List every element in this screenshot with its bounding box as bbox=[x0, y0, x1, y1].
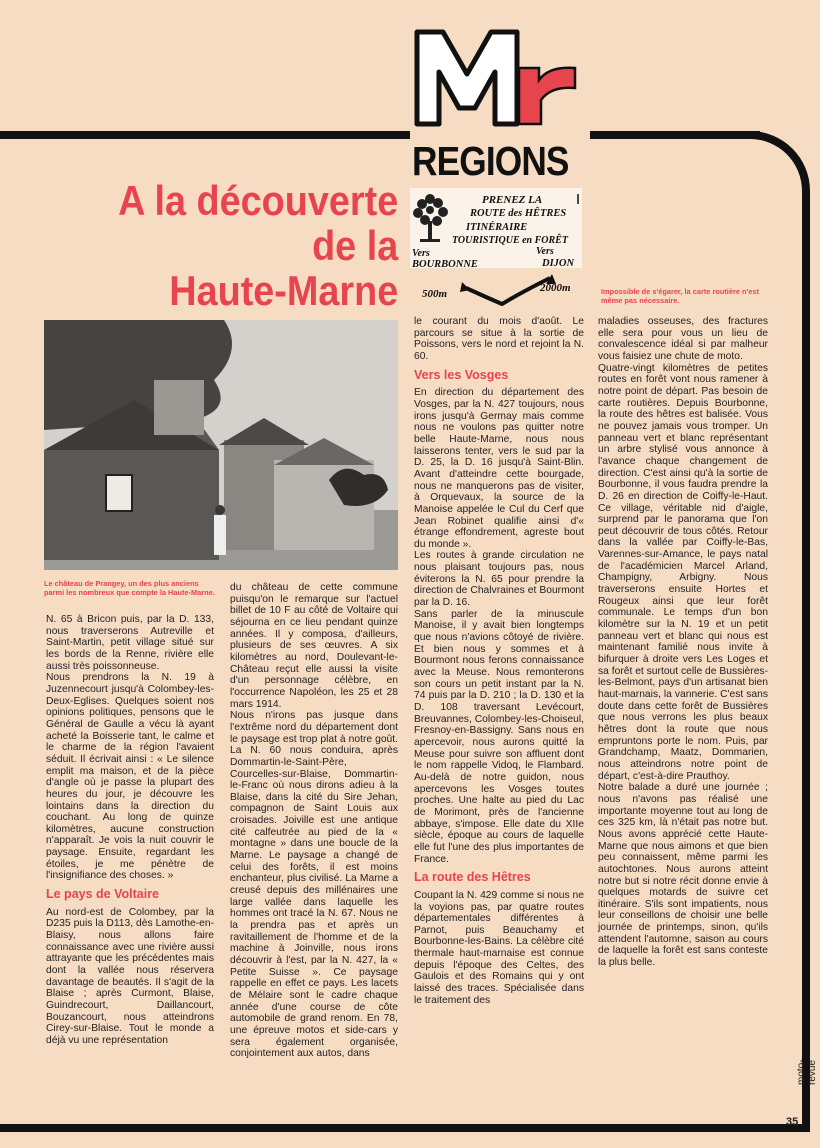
paragraph: En direction du département des Vosges, par la N. 427 toujours, nous irons jusqu'à Germay mais comme nous ne voulons pas quitter notre belle Haute-Marne, nous nous laisserons tenter, vers le sud par la D. 25, la D. 16 jusqu'à Saint-Blin. Avant d'atteindre cette bourgade, nous ne manquerons pas de visiter, à Orquevaux, la source de la Manoise appelée le Cul du Cerf que Jean Robinet qualifie ainsi d'« étrange effondrement, agreste bout du monde ». bbox=[414, 387, 584, 550]
sign-place-right: DIJON bbox=[542, 258, 575, 269]
paragraph: le courant du mois d'août. Le parcours se situe à la sortie de Poissons, vers le nord et rejoint la N. 60. bbox=[414, 316, 584, 362]
sign-vers-right: Vers bbox=[536, 246, 554, 257]
article-title-line-2: de la bbox=[311, 222, 398, 269]
frame-corner-arc bbox=[738, 131, 810, 203]
frame-line-bottom bbox=[0, 1124, 810, 1132]
section-title: REGIONS bbox=[412, 138, 569, 184]
article-title bbox=[118, 178, 398, 313]
paragraph: maladies osseuses, des fractures elle sera pour vous un lieu de convalescence idéal si par malheur vous faisiez une chute de moto. bbox=[598, 316, 768, 362]
article-column-1 bbox=[46, 614, 214, 1047]
frame-line-right bbox=[802, 195, 810, 1125]
chateau-illustration bbox=[44, 320, 398, 570]
sign-caption: Impossible de s'égarer, la carte routière n'est même pas nécessaire. bbox=[601, 287, 759, 305]
sign-line-3: ITINÉRAIRE bbox=[466, 222, 528, 233]
frame-line-top-left bbox=[0, 131, 410, 139]
chateau-photo bbox=[44, 320, 398, 570]
sign-distance-right: 2000m bbox=[540, 282, 571, 294]
photo-caption: Le château de Prangey, un des plus anciens parmi les nombreux que compte la Haute-Marne. bbox=[44, 579, 215, 597]
paragraph: Les routes à grande circulation ne nous plaisant toujours pas, nous éviterons la N. 65 pour prendre la direction de Chalvraines et Bourmont par la D. 16. bbox=[414, 550, 584, 609]
road-sign-image bbox=[410, 188, 582, 306]
frame-line-top-right bbox=[590, 131, 760, 139]
sign-line-4: TOURISTIQUE en FORÊT bbox=[452, 235, 568, 246]
sign-line-1: PRENEZ LA bbox=[482, 194, 543, 206]
mr-logo bbox=[413, 28, 583, 128]
sign-vers-left: Vers bbox=[412, 248, 430, 259]
paragraph: Coupant la N. 429 comme si nous ne la voyions pas, par quatre routes départementales différentes à Parnot, puis Beauchamy et Bourbonne-les-Bains. La célèbre cité thermale haut-marnaise est connue depuis l'époque des Celtes, des Gaulois et des Romains qui y ont laissé des traces. Spécialisée dans le traitement des bbox=[414, 889, 584, 1006]
subheading-vosges: Vers les Vosges bbox=[414, 367, 509, 382]
sign-place-left: BOURBONNE bbox=[412, 259, 478, 270]
subheading-voltaire: Le pays de Voltaire bbox=[46, 887, 160, 902]
paragraph: Sans parler de la minuscule Manoise, il y avait bien longtemps que nous n'avions côtoyé de rivière. Et bien nous y sommes et à Bourmont nous ferons connaissance avec la Meuse. Nous remonterons son cours un petit instant par la N. 74 puis par la D. 210 ; la D. 130 et la D. 108 traversant Levécourt, Breuvannes, Colombey-les-Choiseul, Fresnoy-en-Bassigny. Sans nous en apercevoir, nous aurons quitté la Meuse pour suivre son affluent dont le nom rappelle Vidoq, le Flambard. Au-delà de notre guidon, nous apercevons les Vosges toutes proches. Une halte au pied du Lac de Morimont, près de l'ancienne abbaye, s'impose. Elle date du XIIe siècle, époque au cours de laquelle elle fut l'une des plus importantes de France. bbox=[414, 608, 584, 865]
paragraph: N. 65 à Bricon puis, par la D. 133, nous traverserons Autreville et Saint-Martin, petit village situé sur les bords de la Renne, rivière elle aussi très poissonneuse. bbox=[46, 614, 214, 672]
article-title-line-1: A la découverte bbox=[117, 177, 398, 224]
article-title-line-3: Haute-Marne bbox=[169, 267, 398, 314]
sign-line-2: ROUTE des HÊTRES bbox=[470, 208, 567, 219]
paragraph: Nous prendrons la N. 19 à Juzennecourt jusqu'à Colombey-les-Deux-Eglises. Quelques soient nos opinions politiques, pensons que le Général de Gaulle a vécu là ayant acheté la Boisserie tant, le calme et le charme de la région l'avaient séduit. Il écrivait ainsi : « Le silence emplit ma maison, et de la pièce d'angle où je passe la plupart des heures du jour, je découvre les lointains dans la direction du couchant. Au long de quinze kilomètres, aucune construction n'apparaît. Je vois la nuit couvrir le paysage. Ensuite, regardant les étoiles, je me pénètre de l'insignifiance des choses. » bbox=[46, 672, 214, 882]
page-number: 35 bbox=[786, 1116, 799, 1128]
article-column-3 bbox=[414, 316, 584, 1006]
paragraph: Au nord-est de Colombey, par la D235 puis la D113, dès Lamothe-en-Blaisy, nous allons faire connaissance avec une rivière aussi attrayante que les précédentes mais dont la vallée nous réservera davantage de beautés. Il s'agit de la Blaise ; après Curmont, Blaise, Guindrecourt, Daillancourt, Bouzancourt, nous atteindrons Cirey-sur-Blaise. Tout le monde a déjà vu une représentation bbox=[46, 906, 214, 1046]
paragraph: Quatre-vingt kilomètres de petites routes en forêt vont nous ramener à notre point de départ. Pas besoin de carte routières. Depuis Bourbonne, la route des hêtres est balisée. Vous ne pouvez jamais vous tromper. Un panneau vert et blanc représentant un arbre stylisé vous annonce à l'avance chaque changement de direction. C'est ainsi qu'à la sortie de Bourbonne, il vous faudra prendre la D. 26 en direction de Coiffy-le-Haut. Ce village, véritable nid d'aigle, surprend par le panorama que l'on peut découvrir de tous côtés. Retour dans la vallée par Coiffy-le-Bas, Varennes-sur-Amance, le pays natal de l'académicien Marcel Arland, Champigny, Arbigny. Nous traverserons ensuite Hortes et Rougeux ainsi que leur forêt communale. Le temps d'un bon kilomètre sur la N. 19 et un petit panneau vert et blanc qui nous est maintenant familié nous invite à bifurquer à droite vers Les Loges et sa forêt et surtout celle de Bussières-les-Belmont, pays d'un artisanat bien haut-marnais, la vannerie. C'est sans doute dans cette forêt de Bussières que nous verrons les plus beaux hêtres dont la route que nous empruntons porte le nom. Puis, par Grandchamp, Maatz, Dommarien, nous atteindrons notre point de départ, c'est-à-dire Prauthoy. bbox=[598, 362, 768, 782]
article-column-2 bbox=[230, 582, 398, 1060]
article-column-4 bbox=[598, 316, 768, 969]
paragraph: Notre balade a duré une journée ; nous n'avons pas réalisé une importante moyenne tout au long de ces 325 km, là n'était pas notre but. Nous avons apprécié cette Haute-Marne que nous aimons et que bien peu connaissent, même parmi les autochtones. Nous aurons atteint notre but si notre récit donne envie à quelques motards de suivre cet itinéraire. S'ils sont impatients, nous leur conseillons de choisir une belle journée de printemps, sinon, qu'ils attendent l'automne, saison au cours de laquelle la forêt est sans conteste la plus belle. bbox=[598, 782, 768, 969]
magazine-name: moto-revue bbox=[796, 1059, 818, 1085]
paragraph: du château de cette commune puisqu'on le remarque sur l'actuel billet de 10 F au côté de Voltaire qui séjourna en ce lieu pendant quinze années. Il y composa, d'ailleurs, plusieurs de ses œuvres. A six kilomètres au nord, Doulevant-le-Château reçut elle aussi la visite d'un personnage célèbre, en l'occurrence Napoléon, les 25 et 28 mars 1914. bbox=[230, 582, 398, 710]
sign-distance-left: 500m bbox=[422, 288, 448, 300]
subheading-hetres: La route des Hêtres bbox=[414, 870, 531, 885]
paragraph: Nous n'irons pas jusque dans l'extrême nord du département dont le paysage est trop plat à notre goût. La N. 60 nous conduira, après Dommartin-le-Saint-Père, Courcelles-sur-Blaise, Dommartin-le-Franc où nous dirons adieu à la Blaise, dans la cité du Sire Jehan, compagnon de Saint Louis aux croisades. Joiville est une antique cité calfeutrée au pied de la « montagne » dans une boucle de la Marne. Le paysage a changé de celui des forêts, il est moins enchanteur, plus civilisé. La Marne a creusé depuis des millénaires une large vallée dans laquelle les hommes ont tracé la N. 67. Nous ne la prendra pas et après un ravitaillement de l'homme et de la machine à Joinville, nous irons découvrir à l'est, par la N. 427, la « Petite Suisse ». Ce paysage rappelle en effet ce pays. Les lacets de Mélaire sont le cadre chaque année d'une course de côte automobile de grand renom. En 78, une épreuve motos et side-cars y sera également organisée, conjointement aux autos, dans bbox=[230, 710, 398, 1060]
